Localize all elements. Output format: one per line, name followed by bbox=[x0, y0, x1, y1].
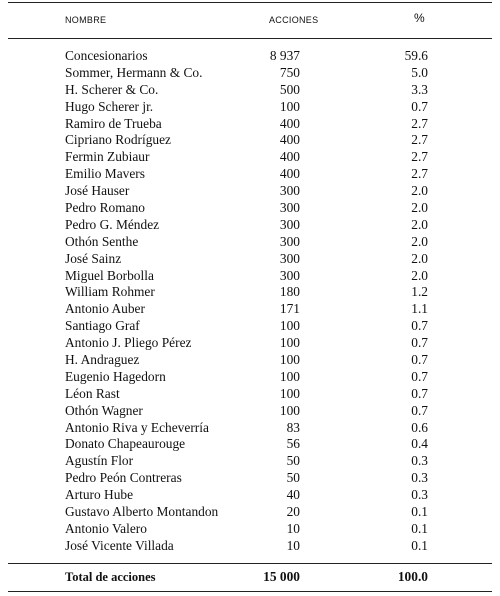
total-percent: 100.0 bbox=[397, 569, 428, 584]
table-row bbox=[0, 386, 500, 403]
row-acciones: 100 bbox=[279, 352, 300, 368]
row-acciones: 100 bbox=[279, 318, 300, 334]
row-name: Santiago Graf bbox=[65, 318, 140, 334]
table-row bbox=[0, 48, 500, 65]
table-row bbox=[0, 132, 500, 149]
row-acciones: 10 bbox=[286, 520, 300, 536]
row-acciones: 100 bbox=[279, 98, 300, 114]
header-nombre: NOMBRE bbox=[65, 15, 107, 25]
table-row bbox=[0, 436, 500, 453]
row-name: Miguel Borbolla bbox=[65, 267, 154, 283]
row-name: Antonio Riva y Echeverría bbox=[65, 419, 209, 435]
total-acciones: 15 000 bbox=[263, 569, 300, 584]
row-acciones: 50 bbox=[286, 470, 300, 486]
row-percent: 0.7 bbox=[411, 402, 428, 418]
row-name: José Sainz bbox=[65, 250, 122, 266]
table-row bbox=[0, 301, 500, 318]
table-row bbox=[0, 521, 500, 538]
row-name: Emilio Mavers bbox=[65, 166, 145, 182]
row-percent: 0.1 bbox=[411, 504, 428, 520]
row-name: Eugenio Hagedorn bbox=[65, 368, 166, 384]
row-acciones: 83 bbox=[286, 419, 300, 435]
table-body bbox=[0, 48, 500, 555]
row-name: Antonio Valero bbox=[65, 520, 147, 536]
row-name: Fermin Zubiaur bbox=[65, 149, 150, 165]
row-percent: 5.0 bbox=[411, 64, 428, 80]
row-percent: 0.3 bbox=[411, 470, 428, 486]
table-row bbox=[0, 200, 500, 217]
table-row bbox=[0, 318, 500, 335]
row-name: Pedro Peón Contreras bbox=[65, 470, 182, 486]
row-percent: 2.7 bbox=[411, 149, 428, 165]
row-acciones: 400 bbox=[279, 166, 300, 182]
row-name: Pedro Romano bbox=[65, 200, 145, 216]
row-acciones: 300 bbox=[279, 233, 300, 249]
row-acciones: 500 bbox=[279, 81, 300, 97]
row-acciones: 50 bbox=[286, 453, 300, 469]
row-name: Gustavo Alberto Montandon bbox=[65, 504, 219, 520]
row-percent: 0.7 bbox=[411, 352, 428, 368]
header-acciones: ACCIONES bbox=[269, 15, 319, 25]
row-percent: 0.4 bbox=[411, 436, 428, 452]
table-row bbox=[0, 504, 500, 521]
row-name: H. Andraguez bbox=[65, 352, 140, 368]
row-acciones: 8 937 bbox=[269, 48, 300, 63]
row-acciones: 300 bbox=[279, 267, 300, 283]
row-percent: 2.0 bbox=[411, 233, 428, 249]
row-percent: 0.1 bbox=[411, 537, 428, 553]
row-percent: 2.7 bbox=[411, 166, 428, 182]
total-top-rule bbox=[8, 563, 492, 564]
row-percent: 2.0 bbox=[411, 250, 428, 266]
row-percent: 0.7 bbox=[411, 385, 428, 401]
table-row bbox=[0, 99, 500, 116]
bottom-rule bbox=[8, 591, 492, 592]
row-name: Léon Rast bbox=[65, 385, 120, 401]
total-row bbox=[0, 567, 500, 587]
row-name: José Hauser bbox=[65, 183, 130, 199]
table-row bbox=[0, 453, 500, 470]
table-row bbox=[0, 82, 500, 99]
row-acciones: 100 bbox=[279, 402, 300, 418]
table-header bbox=[0, 11, 500, 31]
row-name: Antonio Auber bbox=[65, 301, 145, 317]
row-name: Ramiro de Trueba bbox=[65, 115, 162, 131]
row-acciones: 10 bbox=[286, 537, 300, 553]
row-percent: 0.1 bbox=[411, 520, 428, 536]
row-percent: 0.3 bbox=[411, 487, 428, 503]
row-name: Cipriano Rodríguez bbox=[65, 132, 171, 148]
row-acciones: 300 bbox=[279, 200, 300, 216]
row-acciones: 400 bbox=[279, 115, 300, 131]
row-acciones: 300 bbox=[279, 250, 300, 266]
header-percent: % bbox=[414, 11, 425, 25]
row-name: Concesionarios bbox=[65, 48, 148, 63]
row-acciones: 100 bbox=[279, 385, 300, 401]
table-row bbox=[0, 369, 500, 386]
row-percent: 0.7 bbox=[411, 98, 428, 114]
row-name: Pedro G. Méndez bbox=[65, 216, 160, 232]
table-row bbox=[0, 335, 500, 352]
row-percent: 3.3 bbox=[411, 81, 428, 97]
table-row bbox=[0, 268, 500, 285]
row-name: Sommer, Hermann & Co. bbox=[65, 64, 203, 80]
table-row bbox=[0, 284, 500, 301]
row-name: Agustín Flor bbox=[65, 453, 134, 469]
row-percent: 2.7 bbox=[411, 115, 428, 131]
row-acciones: 40 bbox=[286, 487, 300, 503]
row-percent: 2.0 bbox=[411, 216, 428, 232]
row-percent: 2.7 bbox=[411, 132, 428, 148]
row-percent: 0.7 bbox=[411, 368, 428, 384]
row-name: Donato Chapeaurouge bbox=[65, 436, 186, 452]
row-percent: 1.1 bbox=[411, 301, 428, 317]
row-name: Antonio J. Pliego Pérez bbox=[65, 335, 192, 351]
header-rule bbox=[8, 38, 492, 39]
table-row bbox=[0, 403, 500, 420]
table-row bbox=[0, 352, 500, 369]
row-name: H. Scherer & Co. bbox=[65, 81, 159, 97]
row-percent: 59.6 bbox=[404, 48, 428, 63]
table-row bbox=[0, 538, 500, 555]
row-percent: 2.0 bbox=[411, 267, 428, 283]
row-acciones: 300 bbox=[279, 183, 300, 199]
table-row bbox=[0, 65, 500, 82]
row-name: José Vicente Villada bbox=[65, 537, 174, 553]
row-percent: 1.2 bbox=[411, 284, 428, 300]
total-label: Total de acciones bbox=[65, 570, 156, 584]
row-acciones: 400 bbox=[279, 132, 300, 148]
row-acciones: 171 bbox=[279, 301, 300, 317]
table-row bbox=[0, 149, 500, 166]
table-row bbox=[0, 420, 500, 437]
row-name: William Rohmer bbox=[65, 284, 155, 300]
table-row bbox=[0, 183, 500, 200]
row-percent: 0.7 bbox=[411, 318, 428, 334]
row-acciones: 20 bbox=[286, 504, 300, 520]
table-row bbox=[0, 166, 500, 183]
table-row bbox=[0, 116, 500, 133]
row-percent: 2.0 bbox=[411, 183, 428, 199]
row-acciones: 400 bbox=[279, 149, 300, 165]
row-percent: 0.6 bbox=[411, 419, 428, 435]
table-row bbox=[0, 487, 500, 504]
row-name: Arturo Hube bbox=[65, 487, 134, 503]
row-percent: 0.3 bbox=[411, 453, 428, 469]
row-acciones: 300 bbox=[279, 216, 300, 232]
row-acciones: 180 bbox=[279, 284, 300, 300]
table-row bbox=[0, 217, 500, 234]
row-acciones: 100 bbox=[279, 335, 300, 351]
row-percent: 0.7 bbox=[411, 335, 428, 351]
table-row bbox=[0, 234, 500, 251]
table-row bbox=[0, 470, 500, 487]
row-percent: 2.0 bbox=[411, 200, 428, 216]
row-name: Hugo Scherer jr. bbox=[65, 98, 154, 114]
row-name: Othón Wagner bbox=[65, 402, 143, 418]
row-name: Othón Senthe bbox=[65, 233, 139, 249]
top-rule bbox=[8, 2, 492, 3]
row-acciones: 750 bbox=[279, 64, 300, 80]
row-acciones: 100 bbox=[279, 368, 300, 384]
row-acciones: 56 bbox=[286, 436, 300, 452]
table-row bbox=[0, 251, 500, 268]
